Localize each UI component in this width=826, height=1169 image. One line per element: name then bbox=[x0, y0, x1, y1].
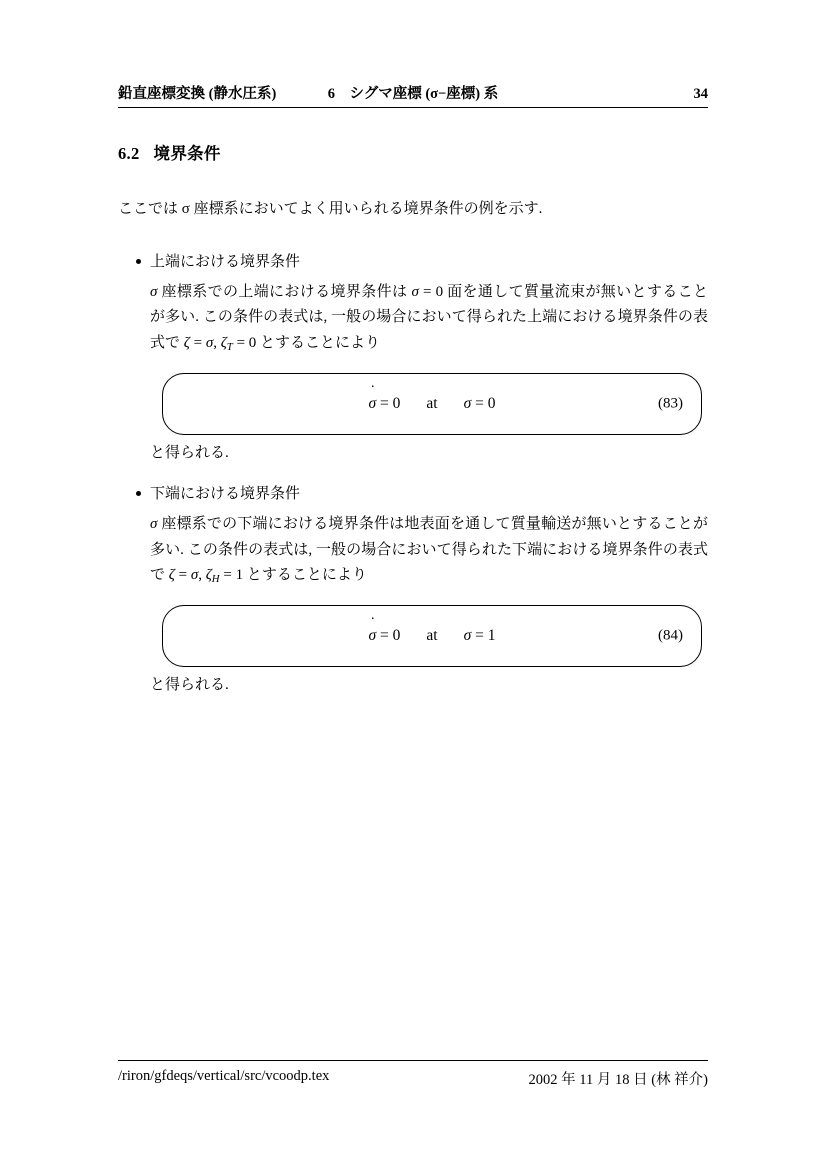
section-number: 6.2 bbox=[118, 144, 140, 163]
bullet-list bbox=[118, 250, 708, 703]
bullet-title: 下端における境界条件 bbox=[150, 486, 301, 503]
bullet-after-text: と得られる. bbox=[150, 444, 229, 461]
equation-number: (83) bbox=[658, 395, 683, 412]
page-number: 34 bbox=[693, 86, 708, 102]
equation-content: ˙ σ = 0 at σ = 1 bbox=[163, 627, 701, 645]
bullet-body: σ 座標系での上端における境界条件は σ = 0 面を通して質量流束が無いとすることが多い. この条件の表式は, 一般の場合において得られた上端における境界条件の表式で ζ = σ, $\zeta_T = 0$ とすることにより bbox=[150, 283, 708, 354]
equation-at-label: at bbox=[426, 627, 438, 645]
bullet-body: σ 座標系での下端における境界条件は地表面を通して質量輸送が無いとすることが多い. この条件の表式は, 一般の場合において得られた下端における境界条件の表式で ζ = σ, $\zeta_H = 1$ とすることにより bbox=[150, 515, 708, 586]
bullet-dot-icon bbox=[136, 259, 141, 264]
footer-date-author: 2002 年 11 月 18 日 (林 祥介) bbox=[528, 1072, 708, 1088]
bullet-dot-icon bbox=[136, 491, 141, 496]
list-item bbox=[118, 482, 708, 698]
section-title: 境界条件 bbox=[153, 144, 221, 163]
equation-box bbox=[162, 605, 702, 667]
header-center-title: 6 シグマ座標 (σ−座標) 系 bbox=[327, 86, 499, 102]
list-item bbox=[118, 250, 708, 466]
bullet-after-text: と得られる. bbox=[150, 677, 229, 694]
intro-paragraph: ここでは σ 座標系においてよく用いられる境界条件の例を示す. bbox=[118, 201, 543, 217]
equation-at-label: at bbox=[426, 394, 438, 412]
page-footer bbox=[118, 1068, 708, 1089]
section-heading bbox=[118, 140, 221, 164]
bullet-title: 上端における境界条件 bbox=[150, 254, 301, 270]
footer-source-path: /riron/gfdeqs/vertical/src/vcoodp.tex bbox=[118, 1068, 330, 1084]
equation-number: (84) bbox=[658, 627, 683, 644]
equation-box bbox=[162, 373, 702, 435]
header-left-title: 鉛直座標変換 (静水圧系) bbox=[118, 86, 277, 102]
header-divider bbox=[118, 107, 708, 108]
page-header bbox=[118, 82, 708, 103]
equation-content: ˙ σ = 0 at σ = 0 bbox=[163, 395, 701, 413]
footer-divider bbox=[118, 1060, 708, 1061]
